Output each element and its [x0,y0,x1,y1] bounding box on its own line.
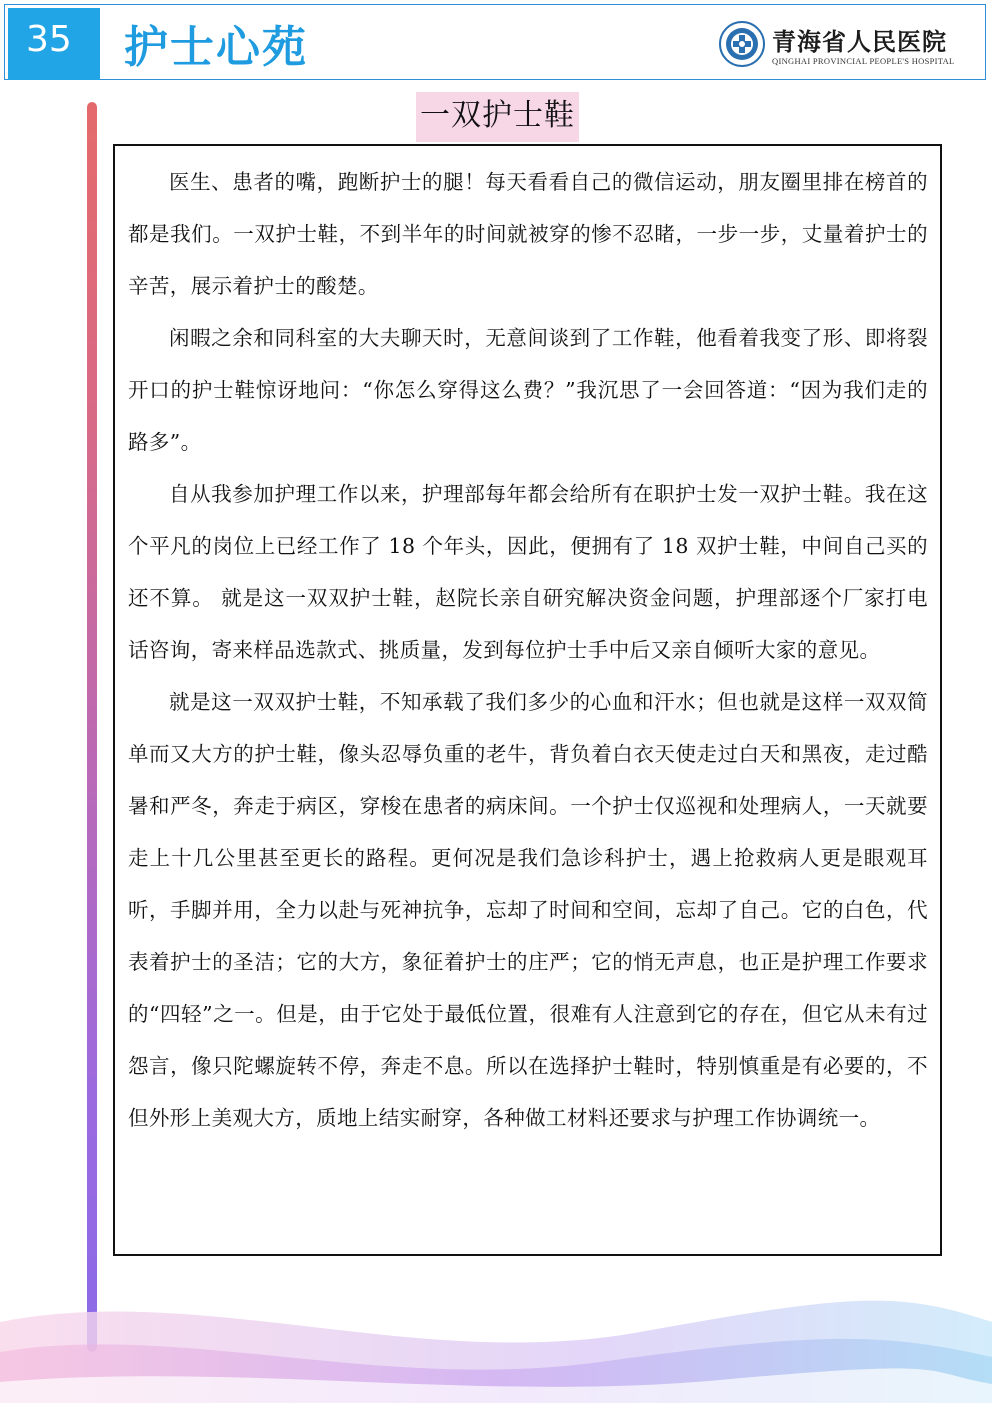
page-number: 35 [8,8,100,80]
article-paragraphs [128,156,928,1144]
paragraph: 医生、患者的嘴，跑断护士的腿！每天看看自己的微信运动，朋友圈里排在榜首的都是我们。一双护士鞋，不到半年的时间就被穿的惨不忍睹，一步一步，丈量着护士的辛苦，展示着护士的酸楚。 [128,170,928,298]
paragraph: 就是这一双双护士鞋，不知承载了我们多少的心血和汗水；但也就是这样一双双简单而又大方的护士鞋，像头忍辱负重的老牛，背负着白衣天使走过白天和黑夜，走过酷暑和严冬，奔走于病区，穿梭在患者的病床间。一个护士仅巡视和处理病人，一天就要走上十几公里甚至更长的路程。更何况是我们急诊科护士，遇上抢救病人更是眼观耳听，手脚并用，全力以赴与死神抗争，忘却了时间和空间，忘却了自己。它的白色，代表着护士的圣洁；它的大方，象征着护士的庄严；它的悄无声息，也正是护理工作要求的“四轻”之一。但是，由于它处于最低位置，很难有人注意到它的存在，但它从未有过怨言，像只陀螺旋转不停，奔走不息。所以在选择护士鞋时，特别慎重是有必要的，不但外形上美观大方，质地上结实耐穿，各种做工材料还要求与护理工作协调统一。 [128,690,928,1130]
article-title: 一双护士鞋 [416,92,579,142]
article-body-box [113,144,942,1256]
paragraph: 闲暇之余和同科室的大夫聊天时，无意间谈到了工作鞋，他看着我变了形、即将裂开口的护士鞋惊讶地问：“你怎么穿得这么费？”我沉思了一会回答道：“因为我们走的路多”。 [128,326,928,454]
hospital-name: 青海省人民医院 [772,27,947,56]
side-gradient-bar [87,102,97,1352]
hospital-emblem-icon [718,20,766,68]
section-title: 护士心苑 [124,22,308,73]
hospital-name-en: QINGHAI PROVINCIAL PEOPLE'S HOSPITAL [772,56,955,66]
bottom-wave-decoration [0,1262,992,1403]
paragraph: 自从我参加护理工作以来，护理部每年都会给所有在职护士发一双护士鞋。我在这个平凡的岗位上已经工作了 18 个年头，因此，便拥有了 18 双护士鞋，中间自己买的还不算。 就是这一双双护士鞋，赵院长亲自研究解决资金问题，护理部逐个厂家打电话咨询，寄来样品选款式、挑质量，发到每位护士手中后又亲自倾听大家的意见。 [128,482,928,662]
hospital-logo [718,20,978,72]
